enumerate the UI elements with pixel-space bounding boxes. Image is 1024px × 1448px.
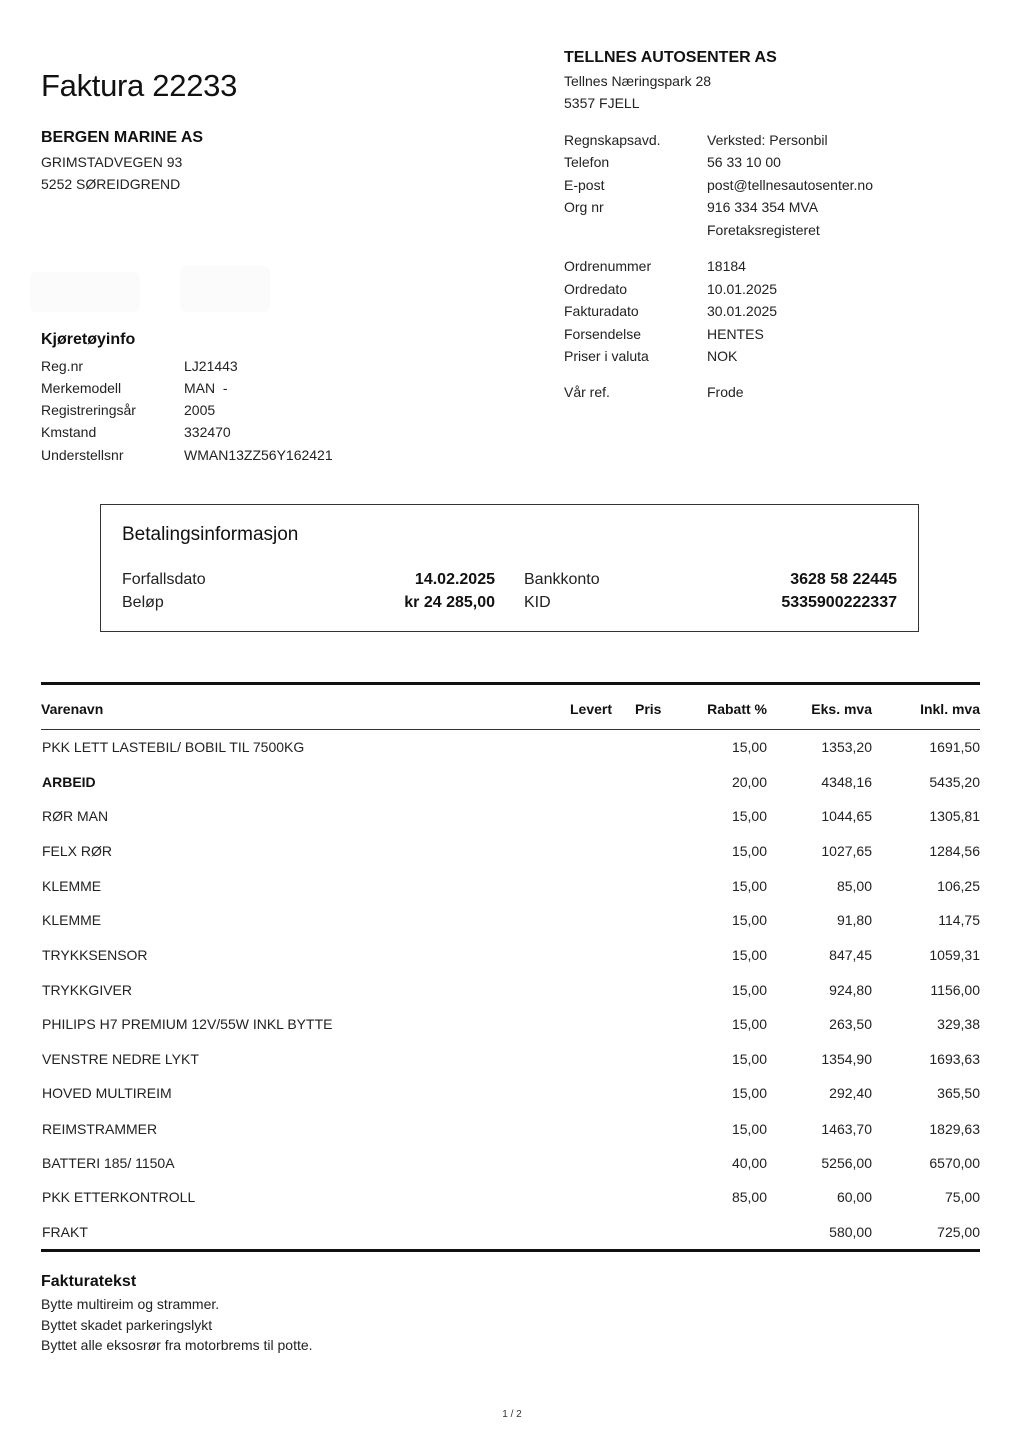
faded-logo-right <box>180 266 270 312</box>
item-ex-vat: 60,00 <box>836 1189 872 1205</box>
item-inc-vat: 1059,31 <box>929 947 980 963</box>
item-name: BATTERI 185/ 1150A <box>42 1155 175 1171</box>
item-ex-vat: 85,00 <box>836 878 872 894</box>
field-label: Understellsnr <box>41 447 124 463</box>
item-ex-vat: 580,00 <box>829 1224 872 1240</box>
supplier-address-line: Tellnes Næringspark 28 <box>564 73 712 89</box>
invoice-text-line: Byttet skadet parkeringslykt <box>41 1317 213 1333</box>
column-header-name: Varenavn <box>41 701 104 717</box>
due-date-label: Forfallsdato <box>122 571 206 588</box>
table-bottom-rule <box>41 1249 980 1252</box>
table-header-rule <box>41 729 980 730</box>
vin-value: WMAN13ZZ56Y162421 <box>184 447 333 463</box>
field-label: Registreringsår <box>41 402 136 418</box>
item-name: KLEMME <box>42 912 102 928</box>
item-ex-vat: 1354,90 <box>821 1051 872 1067</box>
customer-address-line: GRIMSTADVEGEN 93 <box>41 154 183 170</box>
item-name: HOVED MULTIREIM <box>42 1085 172 1101</box>
customer-name: BERGEN MARINE AS <box>41 129 204 146</box>
field-label: Merkemodell <box>41 380 122 396</box>
column-header-inc-vat: Inkl. mva <box>920 701 980 717</box>
field-label: Org nr <box>564 199 604 215</box>
item-inc-vat: 5435,20 <box>929 774 980 790</box>
table-row <box>0 1155 1024 1175</box>
item-ex-vat: 292,40 <box>829 1085 872 1101</box>
item-discount: 15,00 <box>731 739 767 755</box>
payment-info-box <box>100 504 919 632</box>
item-discount: 15,00 <box>731 808 767 824</box>
table-row <box>0 1121 1024 1141</box>
supplier-address-line: 5357 FJELL <box>564 95 640 111</box>
item-ex-vat: 5256,00 <box>821 1155 872 1171</box>
due-date-value: 14.02.2025 <box>414 571 495 588</box>
field-label: Ordredato <box>564 281 628 297</box>
payment-info-title: Betalingsinformasjon <box>122 524 299 545</box>
make-model-value: MAN - <box>184 380 228 396</box>
item-name: TRYKKGIVER <box>42 982 132 998</box>
item-name: PKK ETTERKONTROLL <box>42 1189 196 1205</box>
table-row <box>0 912 1024 932</box>
reg-year-value: 2005 <box>184 402 216 418</box>
table-row <box>0 808 1024 828</box>
item-inc-vat: 6570,00 <box>929 1155 980 1171</box>
reg-number-value: LJ21443 <box>184 358 238 374</box>
invoice-text-title: Fakturatekst <box>41 1273 137 1290</box>
field-label: Reg.nr <box>41 358 84 374</box>
item-discount: 15,00 <box>731 912 767 928</box>
item-name: PKK LETT LASTEBIL/ BOBIL TIL 7500KG <box>42 739 305 755</box>
bank-account-value: 3628 58 22445 <box>790 571 897 588</box>
amount-label: Beløp <box>122 594 164 611</box>
column-header-price: Pris <box>635 701 662 717</box>
table-row <box>0 1224 1024 1244</box>
item-name: PHILIPS H7 PREMIUM 12V/55W INKL BYTTE <box>42 1016 333 1032</box>
supplier-name: TELLNES AUTOSENTER AS <box>564 49 777 66</box>
item-discount: 15,00 <box>731 947 767 963</box>
field-label: Fakturadato <box>564 303 639 319</box>
email-link[interactable]: post@tellnesautosenter.no <box>707 177 873 193</box>
item-inc-vat: 365,50 <box>937 1085 980 1101</box>
field-label: E-post <box>564 177 605 193</box>
item-ex-vat: 1044,65 <box>821 808 872 824</box>
item-ex-vat: 1463,70 <box>821 1121 872 1137</box>
item-inc-vat: 1693,63 <box>929 1051 980 1067</box>
item-ex-vat: 4348,16 <box>821 774 872 790</box>
invoice-text-line: Byttet alle eksosrør fra motorbrems til potte. <box>41 1337 313 1353</box>
item-inc-vat: 1691,50 <box>929 739 980 755</box>
column-header-delivered: Levert <box>570 701 613 717</box>
item-ex-vat: 847,45 <box>829 947 872 963</box>
table-row <box>0 1085 1024 1105</box>
item-inc-vat: 75,00 <box>944 1189 980 1205</box>
order-date-value: 10.01.2025 <box>707 281 778 297</box>
item-ex-vat: 924,80 <box>829 982 872 998</box>
item-discount: 40,00 <box>731 1155 767 1171</box>
item-ex-vat: 263,50 <box>829 1016 872 1032</box>
field-label: Vår ref. <box>564 384 610 400</box>
table-row <box>0 1016 1024 1036</box>
kid-label: KID <box>524 594 551 611</box>
invoice-date-value: 30.01.2025 <box>707 303 778 319</box>
shipping-value: HENTES <box>707 326 764 342</box>
column-header-ex-vat: Eks. mva <box>811 701 872 717</box>
item-inc-vat: 725,00 <box>937 1224 980 1240</box>
item-discount: 20,00 <box>731 774 767 790</box>
table-top-rule <box>41 682 980 685</box>
order-number-value: 18184 <box>707 258 746 274</box>
table-row <box>0 1051 1024 1071</box>
item-name: KLEMME <box>42 878 102 894</box>
field-label: Priser i valuta <box>564 348 649 364</box>
org-number-value: 916 334 354 MVA <box>707 199 819 215</box>
item-inc-vat: 1305,81 <box>929 808 980 824</box>
item-inc-vat: 1156,00 <box>930 982 980 998</box>
item-name: REIMSTRAMMER <box>42 1121 158 1137</box>
item-discount: 15,00 <box>731 878 767 894</box>
bank-account-label: Bankkonto <box>524 571 600 588</box>
item-inc-vat: 1829,63 <box>929 1121 980 1137</box>
field-value: Verksted: Personbil <box>707 132 828 148</box>
field-label: Telefon <box>564 154 610 170</box>
item-name: ARBEID <box>42 774 96 790</box>
kid-value: 5335900222337 <box>781 594 897 611</box>
field-label: Regnskapsavd. <box>564 132 661 148</box>
item-inc-vat: 106,25 <box>937 878 980 894</box>
item-inc-vat: 329,38 <box>937 1016 980 1032</box>
page-indicator: 1 / 2 <box>502 1409 522 1420</box>
item-inc-vat: 1284,56 <box>929 843 980 859</box>
currency-value: NOK <box>707 348 738 364</box>
item-discount: 15,00 <box>731 982 767 998</box>
item-discount: 85,00 <box>731 1189 767 1205</box>
item-discount: 15,00 <box>731 843 767 859</box>
item-name: TRYKKSENSOR <box>42 947 148 963</box>
amount-value: kr 24 285,00 <box>404 594 495 611</box>
item-discount: 15,00 <box>731 1085 767 1101</box>
item-inc-vat: 114,75 <box>938 912 980 928</box>
table-row <box>0 982 1024 1002</box>
invoice-title: Faktura 22233 <box>41 68 238 103</box>
field-label: Kmstand <box>41 424 97 440</box>
item-ex-vat: 1353,20 <box>821 739 872 755</box>
reference-value: Frode <box>707 384 744 400</box>
field-label: Forsendelse <box>564 326 642 342</box>
mileage-value: 332470 <box>184 424 231 440</box>
table-row <box>0 1189 1024 1209</box>
item-discount: 15,00 <box>731 1051 767 1067</box>
field-label: Ordrenummer <box>564 258 652 274</box>
table-row <box>0 843 1024 863</box>
phone-value: 56 33 10 00 <box>707 154 781 170</box>
field-value: Foretaksregisteret <box>707 222 820 238</box>
item-name: FELX RØR <box>42 843 113 859</box>
item-name: VENSTRE NEDRE LYKT <box>42 1051 199 1067</box>
item-discount: 15,00 <box>731 1016 767 1032</box>
table-row <box>0 878 1024 898</box>
table-row <box>0 947 1024 967</box>
item-name: RØR MAN <box>42 808 109 824</box>
item-discount: 15,00 <box>731 1121 767 1137</box>
item-ex-vat: 91,80 <box>836 912 872 928</box>
table-row <box>0 774 1024 794</box>
item-ex-vat: 1027,65 <box>821 843 872 859</box>
invoice-text-line: Bytte multireim og strammer. <box>41 1296 220 1312</box>
table-row <box>0 739 1024 759</box>
faded-logo-left <box>30 272 140 312</box>
column-header-discount: Rabatt % <box>707 701 767 717</box>
vehicle-info-title: Kjøretøyinfo <box>41 331 136 348</box>
customer-address-line: 5252 SØREIDGREND <box>41 176 181 192</box>
item-name: FRAKT <box>42 1224 88 1240</box>
